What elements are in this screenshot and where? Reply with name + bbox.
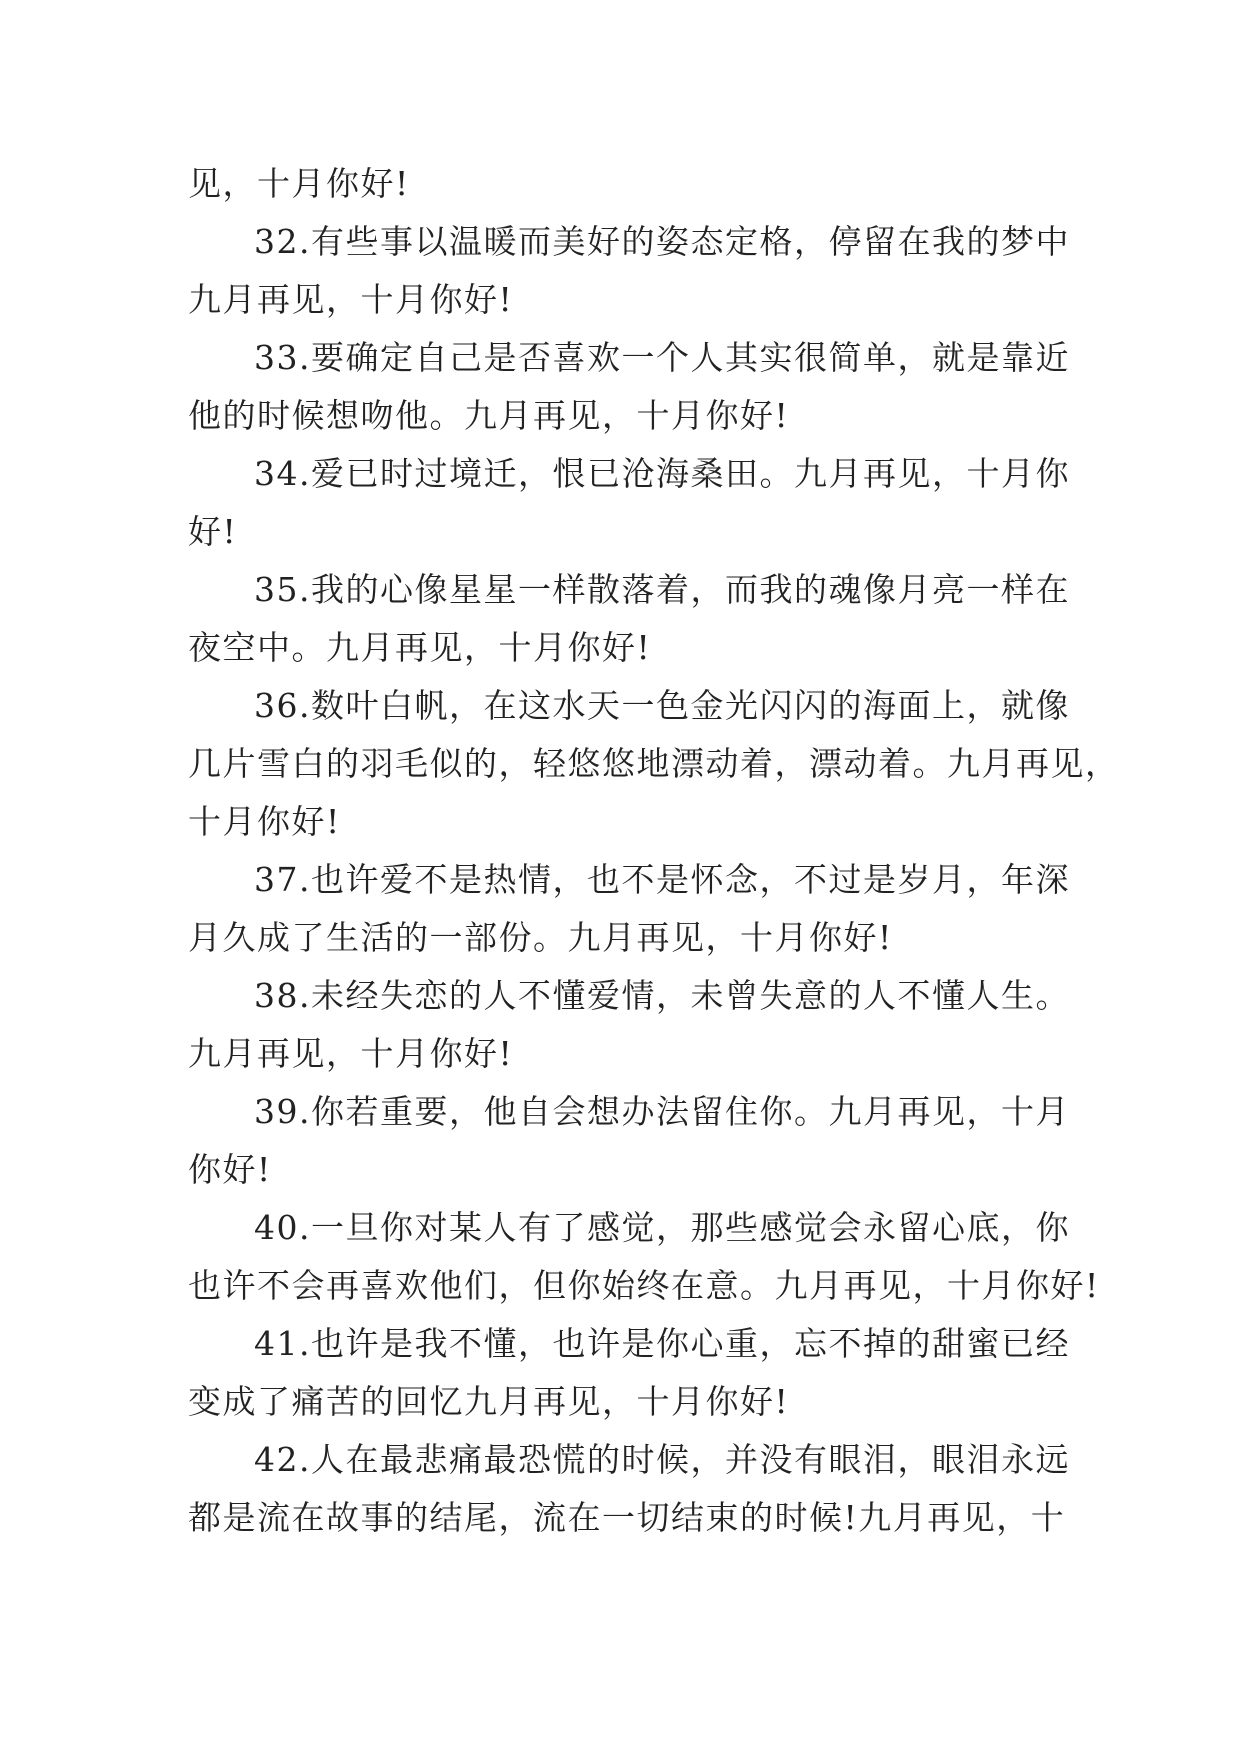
text-line: 你好! <box>188 1150 272 1189</box>
text-line: 月久成了生活的一部份。九月再见，十月你好! <box>188 918 893 957</box>
text-line: 他的时候想吻他。九月再见，十月你好! <box>188 396 790 435</box>
text-line: 也许不会再喜欢他们，但你始终在意。九月再见，十月你好! <box>188 1266 1100 1305</box>
text-line: 九月再见，十月你好! <box>188 280 514 319</box>
text-line: 十月你好! <box>188 802 341 841</box>
text-line: 41.也许是我不懂，也许是你心重，忘不掉的甜蜜已经 <box>254 1324 1070 1363</box>
text-line: 九月再见，十月你好! <box>188 1034 514 1073</box>
text-line: 36.数叶白帆，在这水天一色金光闪闪的海面上，就像 <box>254 686 1070 725</box>
document-body <box>188 155 1120 1547</box>
text-line: 38.未经失恋的人不懂爱情，未曾失意的人不懂人生。 <box>254 976 1070 1015</box>
text-line: 好! <box>188 512 238 551</box>
text-line: 35.我的心像星星一样散落着，而我的魂像月亮一样在 <box>254 570 1070 609</box>
text-line: 40.一旦你对某人有了感觉，那些感觉会永留心底，你 <box>254 1208 1070 1247</box>
text-line: 几片雪白的羽毛似的，轻悠悠地漂动着，漂动着。九月再见， <box>188 744 1120 783</box>
text-line: 变成了痛苦的回忆九月再见，十月你好! <box>188 1382 790 1421</box>
text-line: 夜空中。九月再见，十月你好! <box>188 628 652 667</box>
text-line: 37.也许爱不是热情，也不是怀念，不过是岁月，年深 <box>254 860 1070 899</box>
text-line: 见，十月你好! <box>188 164 410 203</box>
text-line: 33.要确定自己是否喜欢一个人其实很简单，就是靠近 <box>254 338 1070 377</box>
text-line: 39.你若重要，他自会想办法留住你。九月再见，十月 <box>254 1092 1070 1131</box>
text-line: 34.爱已时过境迁，恨已沧海桑田。九月再见，十月你 <box>254 454 1070 493</box>
text-line: 32.有些事以温暖而美好的姿态定格，停留在我的梦中 <box>254 222 1070 261</box>
text-line: 都是流在故事的结尾，流在一切结束的时候!九月再见，十 <box>188 1498 1066 1537</box>
text-line: 42.人在最悲痛最恐慌的时候，并没有眼泪，眼泪永远 <box>254 1440 1070 1479</box>
